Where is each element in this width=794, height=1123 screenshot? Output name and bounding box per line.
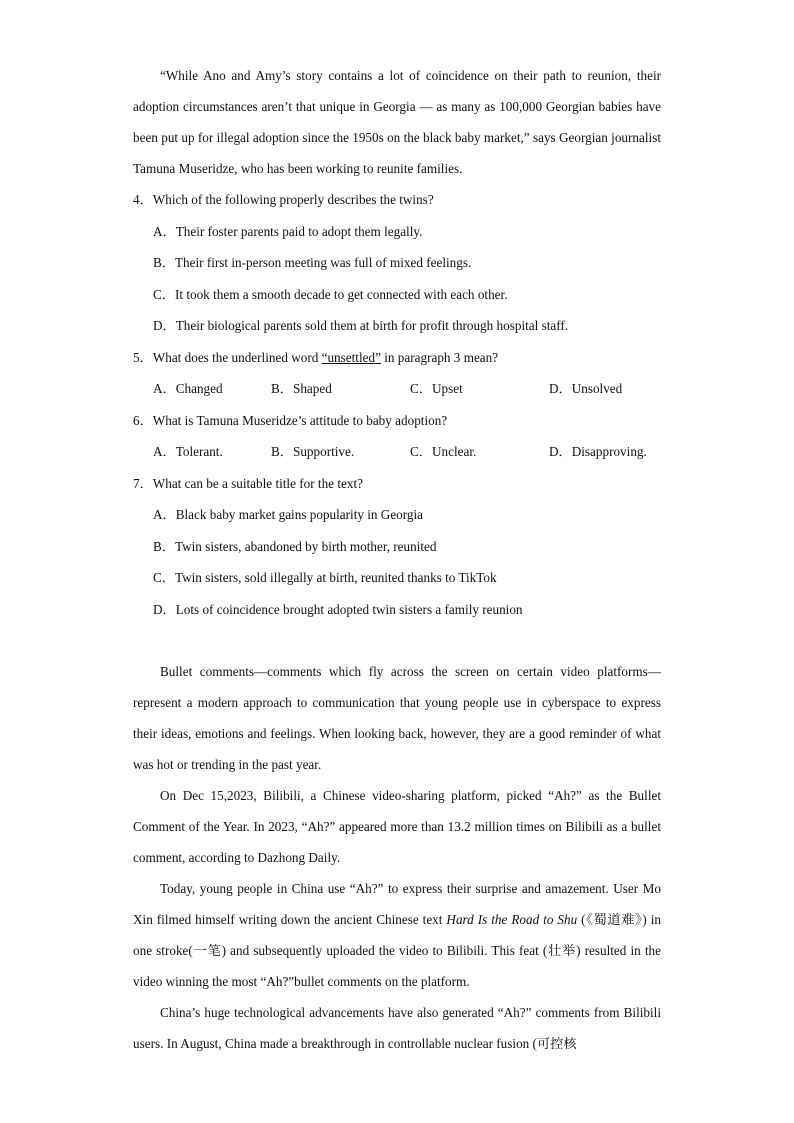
option-d: D．Unsolved (549, 381, 623, 396)
passage-paragraph: Bullet comments—comments which fly across the screen on certain video platforms—represent a modern approach to communication that young people use in cyberspace to express their ideas, emotions and feelings. When looking back, however, they are a good reminder of what was hot or trending in the past year. (133, 664, 661, 772)
question-stem: 7．What can be a suitable title for the text? (133, 475, 363, 491)
option-a: A．Changed (153, 381, 223, 396)
question-stem: 6．What is Tamuna Museridze’s attitude to baby adoption? (133, 412, 448, 428)
option-d: D．Disapproving. (549, 444, 647, 459)
question-5 (133, 342, 661, 405)
option-a: A．Tolerant. (153, 444, 223, 459)
option-c: C．Upset (410, 381, 463, 396)
option-c: C．Unclear. (410, 444, 477, 459)
question-6 (133, 405, 661, 468)
passage-paragraph: China’s huge technological advancements have also generated “Ah?” comments from Bilibili users. In August, China made a breakthrough in controllable nuclear fusion (可控核 (133, 1005, 661, 1051)
option-d: D．Their biological parents sold them at birth for profit through hospital staff. (153, 318, 569, 333)
option-b: B．Shaped (271, 381, 332, 396)
document-content (133, 60, 661, 1059)
option-b: B．Their first in-person meeting was full of mixed feelings. (153, 255, 472, 270)
question-stem: 4．Which of the following properly describes the twins? (133, 192, 434, 207)
options-row (133, 436, 661, 468)
option-c: C．It took them a smooth decade to get connected with each other. (153, 286, 508, 302)
question-stem: 5．What does the underlined word “unsettled” in paragraph 3 mean? (133, 349, 499, 365)
italic-title: Hard Is the Road to Shu (446, 912, 578, 927)
question-7 (133, 468, 661, 626)
option-b: B．Twin sisters, abandoned by birth mother, reunited (153, 538, 437, 554)
option-d: D．Lots of coincidence brought adopted twin sisters a family reunion (153, 601, 523, 617)
options-row (133, 373, 661, 405)
text-run: (《蜀道难》) in one stroke(一笔) and subsequently uploaded the video to Bilibili. This feat (壮举) resulted in the video winning the most “Ah?”bullet comments on the platform. (133, 912, 662, 989)
question-4 (133, 184, 661, 342)
option-a: A．Black baby market gains popularity in Georgia (153, 507, 424, 522)
option-b: B．Supportive. (271, 444, 355, 459)
text-run: Today, young people in China use “Ah?” to express their surprise and amazement. User Mo Xin filmed himself writing down the ancient Chinese text (133, 881, 661, 927)
underlined-word: “unsettled” (321, 349, 381, 365)
passage-paragraph: On Dec 15,2023, Bilibili, a Chinese video-sharing platform, picked “Ah?” as the Bullet Comment of the Year. In 2023, “Ah?” appeared more than 13.2 million times on Bilibili as a bullet comment, according to Dazhong Daily. (133, 788, 661, 865)
option-a: A．Their foster parents paid to adopt them legally. (153, 223, 423, 239)
passage-paragraph (133, 873, 661, 997)
section-gap (133, 625, 661, 656)
passage-paragraph: “While Ano and Amy’s story contains a lot of coincidence on their path to reunion, their adoption circumstances aren’t that unique in Georgia — as many as 100,000 Georgian babies have been put up for illegal adoption since the 1950s on the black baby market,” says Georgian journalist Tamuna Museridze, who has been working to reunite families. (133, 68, 661, 176)
option-c: C．Twin sisters, sold illegally at birth, reunited thanks to TikTok (153, 570, 497, 585)
